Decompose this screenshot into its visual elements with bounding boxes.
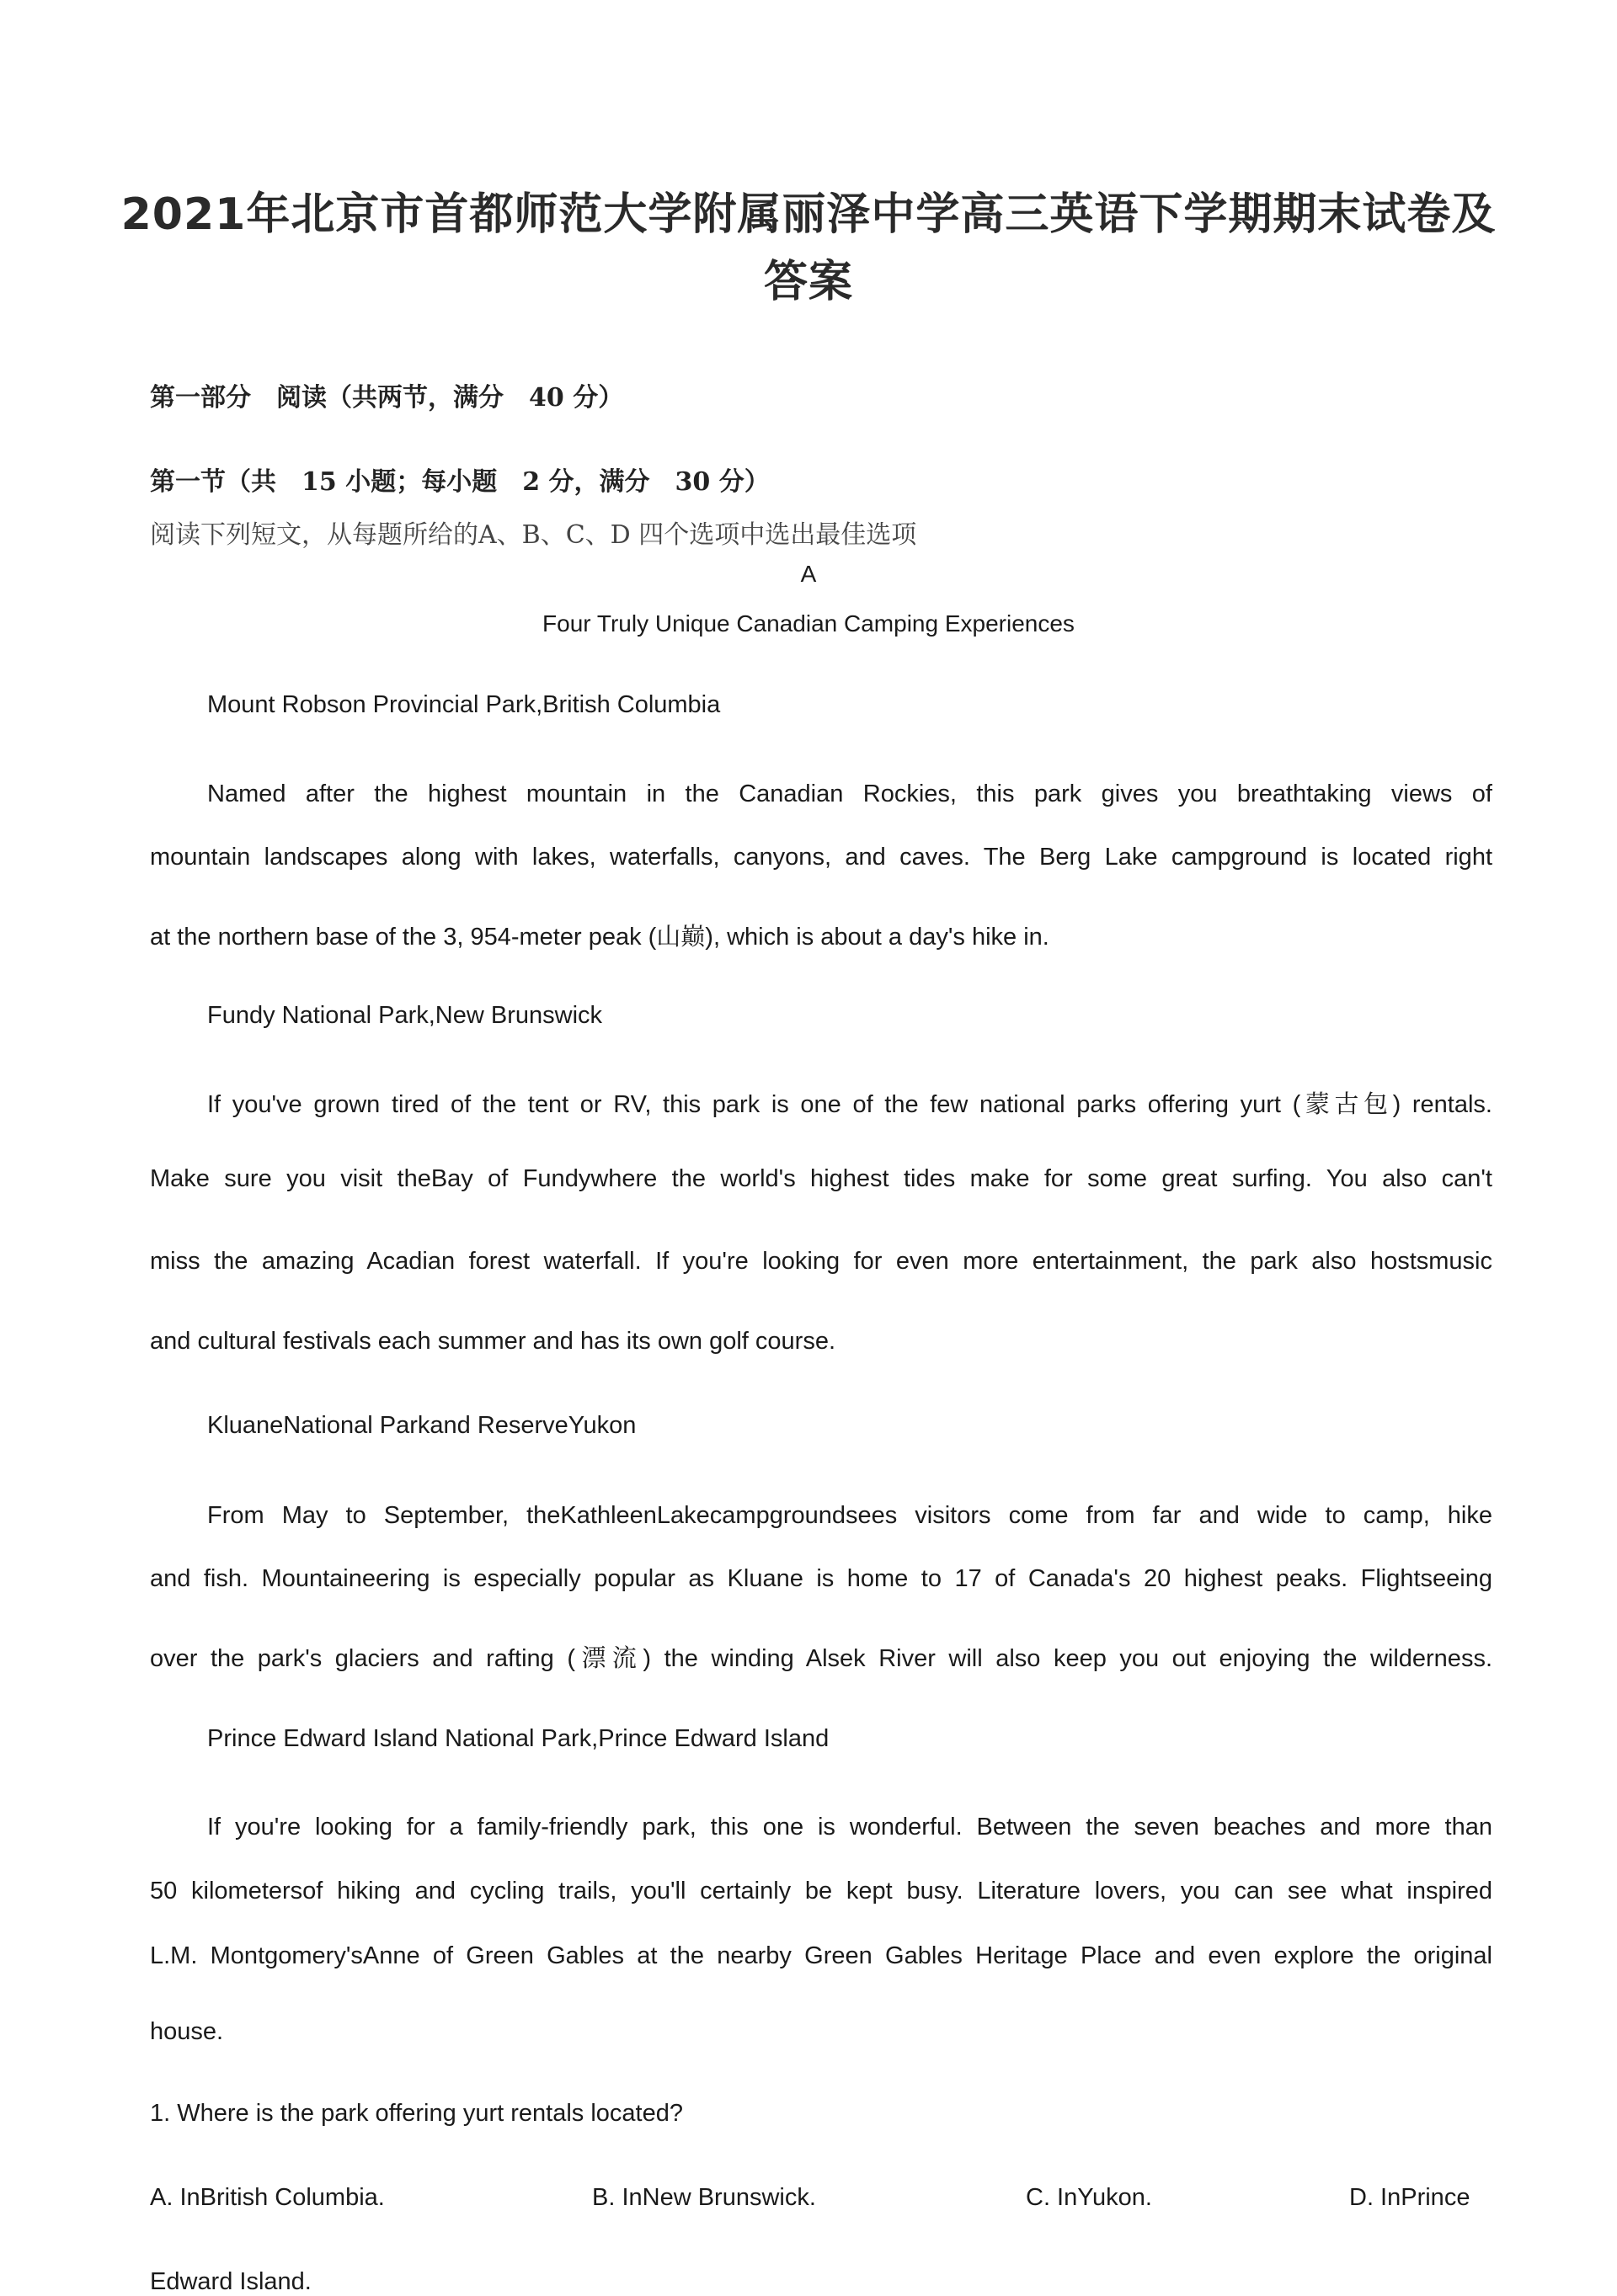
section-heading: 第一节（共 15 小题；每小题 2 分，满分 30 分） xyxy=(150,467,770,497)
instruction-text: 阅读下列短文，从每题所给的A、B、C、D 四个选项中选出最佳选项 xyxy=(150,520,917,550)
option-a[interactable]: A. InBritish Columbia. xyxy=(150,2184,385,2211)
passage-title: Four Truly Unique Canadian Camping Experiences xyxy=(542,610,1075,637)
paragraph-line: mountain landscapes along with lakes, waterfalls, canyons, and caves. The Berg Lake campground is located right xyxy=(150,844,1492,871)
park-heading-fundy: Fundy National Park,New Brunswick xyxy=(207,1002,603,1029)
document-title-line-1: 2021年北京市首都师范大学附属丽泽中学高三英语下学期期末试卷及 xyxy=(120,189,1497,240)
paragraph-line: over the park's glaciers and rafting (漂流) the winding Alsek River will also keep you out enjoying the wilderness. xyxy=(150,1645,1492,1672)
paragraph-line: L.M. Montgomery'sAnne of Green Gables at the nearby Green Gables Heritage Place and even explore the original xyxy=(150,1942,1492,1969)
paragraph-line: If you're looking for a family-friendly park, this one is wonderful. Between the seven beaches and more than xyxy=(207,1814,1492,1841)
paragraph-line: at the northern base of the 3, 954-meter peak (山巅), which is about a day's hike in. xyxy=(150,924,1049,951)
paragraph-line: miss the amazing Acadian forest waterfall. If you're looking for even more entertainment, the park also hostsmusic xyxy=(150,1248,1492,1275)
paragraph-line: If you've grown tired of the tent or RV, this park is one of the few national parks offering yurt (蒙古包) rentals. xyxy=(207,1091,1492,1118)
option-c[interactable]: C. InYukon. xyxy=(1026,2184,1152,2211)
paragraph-line: and fish. Mountaineering is especially popular as Kluane is home to 17 of Canada's 20 highest peaks. Flightseeing xyxy=(150,1565,1492,1592)
part-heading: 第一部分 阅读（共两节，满分 40 分） xyxy=(150,383,624,413)
park-heading-mount-robson: Mount Robson Provincial Park,British Columbia xyxy=(207,691,721,718)
option-d[interactable]: D. InPrince xyxy=(1349,2184,1470,2211)
document-title-line-2: 答案 xyxy=(763,257,853,307)
question-stem: 1. Where is the park offering yurt rentals located? xyxy=(150,2100,683,2127)
option-b[interactable]: B. InNew Brunswick. xyxy=(592,2184,816,2211)
paragraph-line: house. xyxy=(150,2018,224,2045)
option-d-continuation: Edward Island. xyxy=(150,2268,312,2295)
paragraph-line: and cultural festivals each summer and has its own golf course. xyxy=(150,1328,836,1355)
paragraph-line: 50 kilometersof hiking and cycling trails, you'll certainly be kept busy. Literature lovers, you can see what inspired xyxy=(150,1878,1492,1904)
paragraph-line: Make sure you visit theBay of Fundywhere the world's highest tides make for some great surfing. You also can't xyxy=(150,1165,1492,1192)
park-heading-kluane: KluaneNational Parkand ReserveYukon xyxy=(207,1412,637,1439)
paragraph-line: Named after the highest mountain in the Canadian Rockies, this park gives you breathtaking views of xyxy=(207,780,1492,807)
paragraph-line: From May to September, theKathleenLakecampgroundsees visitors come from far and wide to camp, hike xyxy=(207,1502,1492,1529)
park-heading-pei: Prince Edward Island National Park,Prince Edward Island xyxy=(207,1725,830,1752)
passage-label: A xyxy=(800,561,817,587)
